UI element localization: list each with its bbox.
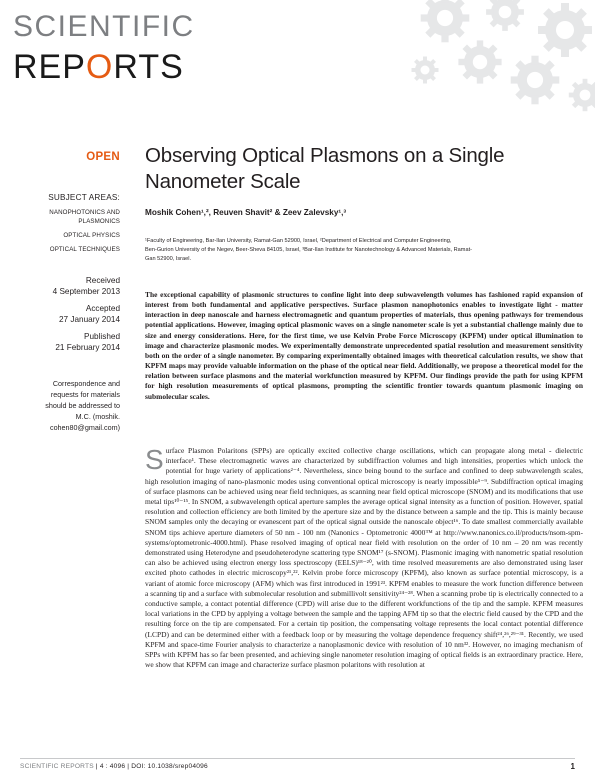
correspondence-line: requests for materials xyxy=(50,390,120,399)
logo-reports-part-a: REP xyxy=(13,48,86,86)
logo-scientific: SCIENTIFIC xyxy=(13,10,195,43)
correspondence-line: should be addressed to xyxy=(45,401,120,410)
published-label: Published xyxy=(84,332,120,341)
subject-item[interactable]: OPTICAL TECHNIQUES xyxy=(49,246,120,253)
logo-reports-o: O xyxy=(85,48,114,86)
subject-areas-heading: SUBJECT AREAS: xyxy=(48,193,120,202)
correspondence-line: Correspondence and xyxy=(52,379,120,388)
drop-cap: S xyxy=(145,444,164,475)
body-paragraph: urface Plasmon Polaritons (SPPs) are optically excited collective charge oscillations, which can propagate along metal - dielectric interface¹. These electromagnetic waves are characterized by subdiffraction volumes and high intensities, properties which unlock the potential for huge variety of applications²⁻⁴. Nevertheless, since being bound to the surface and confined to deep subwavelength scales, high resolution imaging of nano-plasmonic modes using conventional optical microscopy is nearly impossible⁵⁻⁹. Subdiffraction optical imaging of surface plasmons can be achieved using near field techniques, as scanning near field optical microscope (SNOM) and its modifications that use metal tips¹⁰⁻¹⁵. In SNOM, a subwavelength optical aperture samples the average optical signal intensity as a function of position. However, spatial resolution and collection efficiency are both limited by the aperture size and by the distance between a sample and the tip. This is mainly because SNOM samples only the decaying or evanescent part of the optical signal outside the nanoscale object¹⁶. To date smallest commercially available SNOM tips achieve aperture diameters of 50 nm - 100 nm (Nanonics - Optometronic 4000™ at http://www.nanonics.co.il/products/nsom-spm-systems/optometronic-4000.html). Phase resolved imaging of optical near field with resolution on the order of 10 nm – 20 nm was recently demonstrated using Heterodyne and pseudoheterodyne scattering type SNOM¹⁷ (s-SNOM). Plasmonic imaging with nanometric spatial resolution can also be achieved using electron energy loss spectroscopy (EELS)¹⁸⁻²⁰, with time resolved measurements are also demonstrated using laser excited photo cathodes in electric microscopy²¹,²². Kelvin probe force microscopy (KPFM), also known as surface potential microscopy, is a variant of atomic force microscopy (AFM) which was first introduced in 1991²³. KPFM enables to measure the work function difference between a scanning tip and a surface with submolecular resolution and submillivolt sensitivity²⁴⁻²⁸. When a scanning probe tip is electrically connected to a conductive sample, a contact potential difference (CPD) will arise due to the different workfunctions of the tip and the sample. KPFM measures local variations in the CPD by applying a voltage between the sample and the tapping AFM tip so that the electric field caused by the CPD and the resulting force on the tip are compensated. For a certain tip position, the compensating voltage represents the local contact potential difference (LCPD) and can be determined either with a feedback loop or by measuring the voltage dependence frequency shift²⁴,²⁶,²⁹⁻³¹. Recently, we used KPFM and space-time Fourier analysis to characterize a nanoplasmonic device with resolution of 10 nm³². However, no imaging mechanism of SPPs with KPFM has so far been presented, and achieving single nanometer resolution imaging of optical fields is an extraordinary practice. Here, we show that KPFM can image and characterize surface plasmon polaritons with resolution at xyxy=(145,446,583,670)
received-label: Received xyxy=(85,276,120,285)
subject-item[interactable]: OPTICAL PHYSICS xyxy=(63,232,120,239)
published-date: 21 February 2014 xyxy=(55,343,120,352)
subject-item[interactable]: PLASMONICS xyxy=(78,218,120,225)
correspondence-line: M.C. (moshik. xyxy=(75,412,120,421)
title-line: Nanometer Scale xyxy=(145,170,301,193)
accepted-block xyxy=(20,304,120,325)
affiliation-line: Ben-Gurion University of the Negev, Beer-Sheva 84105, Israel, ³Bar-Ilan Institute for Nanotechnology & Advanced Materials, Ramat- xyxy=(145,247,472,254)
footer-doi[interactable]: | 4 : 4096 | DOI: 10.1038/srep04096 xyxy=(95,763,208,770)
received-date: 4 September 2013 xyxy=(52,287,120,296)
accepted-label: Accepted xyxy=(85,304,120,313)
page-footer xyxy=(0,758,595,778)
footer-citation xyxy=(20,763,208,770)
correspondence-block xyxy=(20,378,120,433)
footer-brand: SCIENTIFIC REPORTS xyxy=(20,763,94,770)
journal-logo xyxy=(13,10,213,88)
received-block xyxy=(20,276,120,297)
article-title xyxy=(145,143,565,195)
accepted-date: 27 January 2014 xyxy=(59,315,120,324)
page-number: 1 xyxy=(570,762,575,771)
correspondence-email-link[interactable]: cohen80@gmail.com) xyxy=(49,423,120,432)
logo-reports xyxy=(13,48,184,86)
author-list: Moshik Cohen¹,², Reuven Shavit² & Zeev Zalevsky¹,³ xyxy=(145,208,347,217)
subject-areas xyxy=(20,193,120,254)
open-access-label: OPEN xyxy=(86,151,120,163)
affiliation-line: ¹Faculty of Engineering, Bar-Ilan University, Ramat-Gan 52900, Israel, ²Department of Electrical and Computer Engineering, xyxy=(145,238,452,244)
subject-item[interactable]: NANOPHOTONICS AND xyxy=(49,209,120,216)
affiliation-line: Gan 52900, Israel. xyxy=(145,256,192,263)
abstract: The exceptional capability of plasmonic structures to confine light into deep subwavelength volumes has fashioned rapid expansion of interest from both fundamental and applicative perspectives. Surface plasmon nanophotonics enables to investigate light - matter interaction in deep nanoscale and harness electromagnetic and quantum properties of materials, thus opening pathways for tremendous potential applications. However, imaging optical plasmonic waves on a single nanometer scale is yet a substantial challenge mainly due to size and energy considerations. Here, for the first time, we use Kelvin Probe Force Microscopy (KPFM) under optical illumination to image and characterize plasmonic modes. We experimentally demonstrate unprecedented spatial resolution and measurement sensitivity both on the order of a single nanometer. By comparing experimentally obtained images with theoretical calculation results, we show that KPFM maps may provide valuable information on the phase of the optical near field. Additionally, we propose a theoretical model for the relation between surface plasmons and the material workfunction measured by KPFM. Our findings provide the path for using KPFM for high resolution measurements of optical plasmons, prompting the scientific frontier towards quantum plasmonic imaging on submolecular scales. xyxy=(145,290,583,401)
logo-reports-part-b: RTS xyxy=(113,48,184,86)
affiliations xyxy=(145,237,585,265)
title-line: Observing Optical Plasmons on a Single xyxy=(145,144,505,167)
gears-decoration-icon xyxy=(405,0,595,112)
footer-divider xyxy=(20,758,575,759)
published-block xyxy=(20,332,120,353)
body-text xyxy=(145,446,583,670)
